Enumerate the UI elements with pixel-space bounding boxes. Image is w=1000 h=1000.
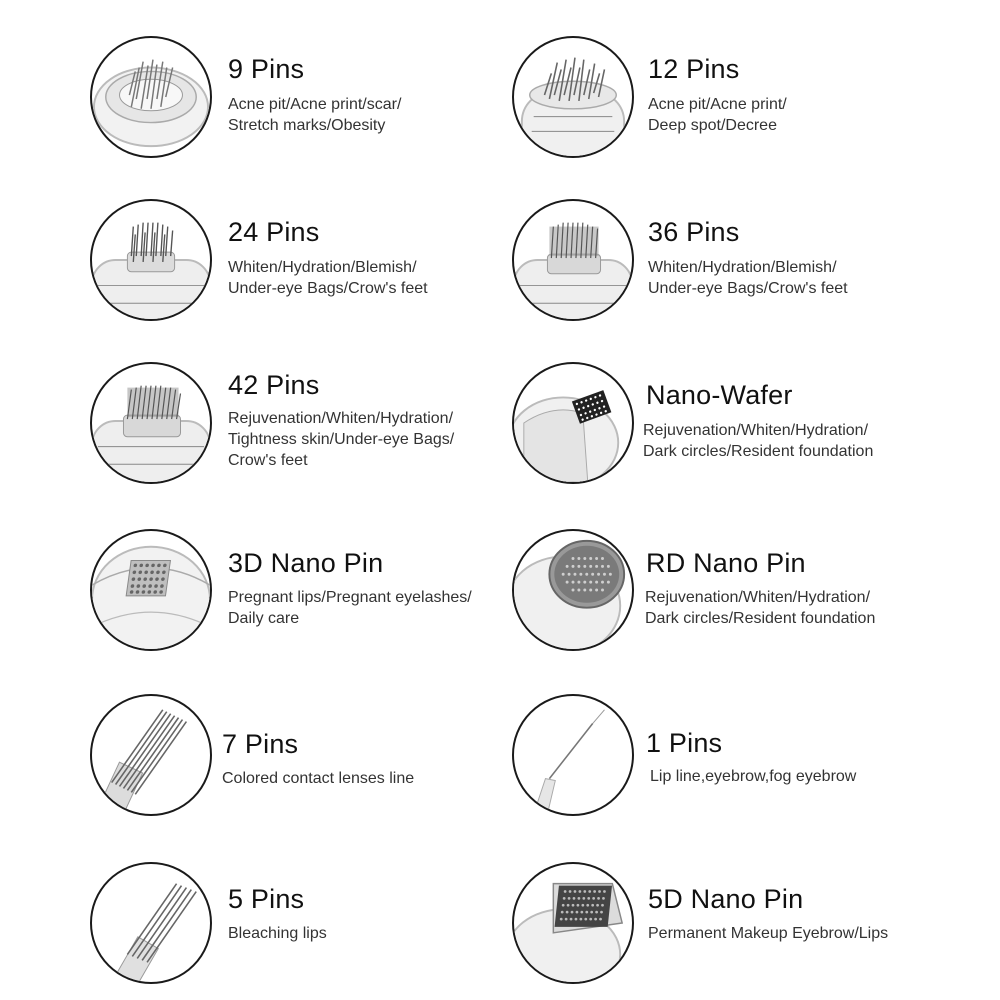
product-title: 5D Nano Pin (648, 884, 804, 914)
5d-nano-pin-cartridge-image (512, 862, 634, 984)
product-title: Nano-Wafer (646, 380, 793, 410)
product-title: 5 Pins (228, 884, 305, 914)
needle-cartridge-24-pins-image (90, 199, 212, 321)
needle-cartridge-42-pins-image (90, 362, 212, 484)
product-title: 36 Pins (648, 217, 740, 247)
product-title: 12 Pins (648, 54, 740, 84)
product-title: 24 Pins (228, 217, 320, 247)
product-description: Rejuvenation/Whiten/Hydration/ Tightness skin/Under-eye Bags/ Crow's feet (228, 410, 455, 469)
product-description: Permanent Makeup Eyebrow/Lips (648, 925, 889, 942)
5-pins-needle-image (90, 862, 212, 984)
product-item-5d-nano-pin (512, 862, 992, 992)
product-title: 9 Pins (228, 54, 305, 84)
product-item-rd-nano-pin (512, 529, 992, 659)
product-item-24-pins (90, 199, 570, 329)
product-item-3d-nano-pin (90, 529, 570, 659)
needle-cartridge-36-pins-image (512, 199, 634, 321)
product-item-7-pins (90, 694, 570, 824)
product-description: Bleaching lips (228, 925, 327, 942)
product-title: 3D Nano Pin (228, 548, 384, 578)
product-description: Colored contact lenses line (222, 770, 415, 787)
product-description: Whiten/Hydration/Blemish/ Under-eye Bags/Crow's feet (228, 259, 428, 297)
product-item-1-pins (512, 694, 992, 824)
rd-nano-pin-cartridge-image (512, 529, 634, 651)
product-title: 1 Pins (646, 728, 723, 758)
product-item-nano-wafer (512, 362, 992, 492)
product-item-5-pins (90, 862, 570, 992)
7-pins-needle-image (90, 694, 212, 816)
product-description: Acne pit/Acne print/ Deep spot/Decree (648, 96, 787, 134)
product-item-42-pins (90, 362, 570, 492)
product-title: 42 Pins (228, 370, 320, 400)
product-item-12-pins (512, 36, 992, 166)
product-description: Acne pit/Acne print/scar/ Stretch marks/Obesity (228, 96, 402, 134)
nano-wafer-cartridge-image (512, 362, 634, 484)
product-description: Pregnant lips/Pregnant eyelashes/ Daily care (228, 589, 472, 627)
needle-cartridge-9-pins-image (90, 36, 212, 158)
3d-nano-pin-cartridge-image (90, 529, 212, 651)
product-description: Lip line,eyebrow,fog eyebrow (650, 768, 857, 785)
product-title: 7 Pins (222, 729, 299, 759)
product-item-36-pins (512, 199, 992, 329)
product-item-9-pins (90, 36, 570, 166)
1-pin-needle-image (512, 694, 634, 816)
product-description: Whiten/Hydration/Blemish/ Under-eye Bags/Crow's feet (648, 259, 848, 297)
product-description: Rejuvenation/Whiten/Hydration/ Dark circles/Resident foundation (643, 422, 874, 460)
product-description: Rejuvenation/Whiten/Hydration/ Dark circles/Resident foundation (645, 589, 876, 627)
product-title: RD Nano Pin (646, 548, 806, 578)
needle-cartridge-12-pins-image (512, 36, 634, 158)
